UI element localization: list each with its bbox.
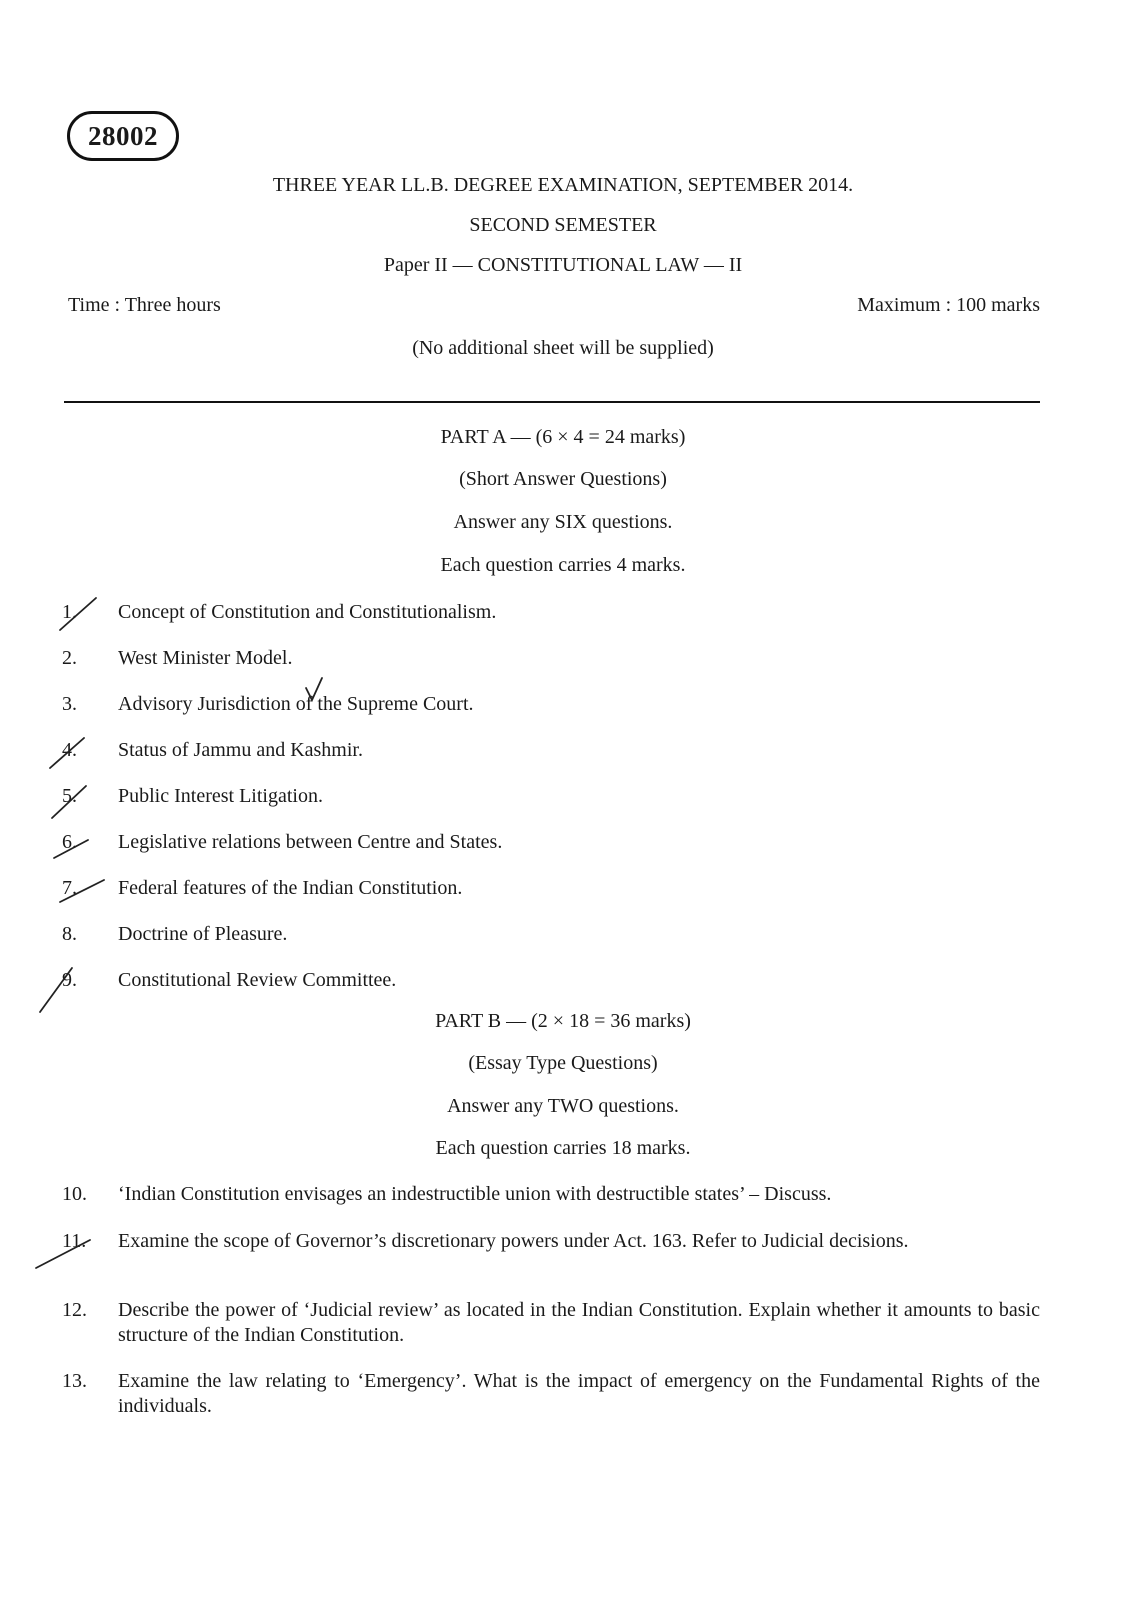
question-text: Concept of Constitution and Constitutionalism. — [118, 601, 497, 623]
part-b-instruction: Answer any TWO questions. — [447, 1095, 679, 1117]
question-text: Federal features of the Indian Constitution. — [118, 877, 463, 899]
divider-line — [64, 401, 1040, 403]
question-item — [62, 922, 1040, 947]
part-b-subtitle: (Essay Type Questions) — [468, 1052, 658, 1074]
part-b-marks-note: Each question carries 18 marks. — [435, 1137, 691, 1159]
maximum-marks: Maximum : 100 marks — [857, 294, 1040, 316]
question-item — [62, 784, 1040, 809]
question-item — [62, 646, 1040, 671]
question-text: Doctrine of Pleasure. — [118, 923, 288, 945]
question-item — [62, 692, 1040, 717]
question-text: West Minister Model. — [118, 647, 293, 669]
paper-code-badge: 28002 — [67, 111, 179, 161]
question-number: 1. — [62, 601, 77, 623]
question-item — [62, 1229, 1040, 1254]
question-item — [62, 600, 1040, 625]
question-item — [62, 1369, 1040, 1419]
question-number: 4. — [62, 739, 77, 761]
question-text: Constitutional Review Committee. — [118, 969, 397, 991]
exam-note: (No additional sheet will be supplied) — [412, 337, 714, 359]
question-item — [62, 968, 1040, 993]
time-allowed: Time : Three hours — [68, 294, 221, 316]
question-item — [62, 876, 1040, 901]
question-number: 12. — [62, 1299, 87, 1321]
question-number: 6. — [62, 831, 77, 853]
question-number: 7. — [62, 877, 77, 899]
question-text: Examine the scope of Governor’s discretionary powers under Act. 163. Refer to Judicial decisions. — [118, 1230, 909, 1252]
question-number: 13. — [62, 1370, 87, 1392]
question-number: 9. — [62, 969, 77, 991]
part-a-instruction: Answer any SIX questions. — [453, 511, 673, 533]
question-number: 11. — [62, 1230, 87, 1252]
part-a-subtitle: (Short Answer Questions) — [459, 468, 667, 490]
question-number: 5. — [62, 785, 77, 807]
question-text: Public Interest Litigation. — [118, 785, 323, 807]
part-b-title: PART B — (2 × 18 = 36 marks) — [435, 1010, 691, 1032]
question-item — [62, 1298, 1040, 1348]
question-item — [62, 738, 1040, 763]
question-number: 8. — [62, 923, 77, 945]
question-number: 2. — [62, 647, 77, 669]
question-text: ‘Indian Constitution envisages an indestructible union with destructible states’ – Discuss. — [118, 1183, 832, 1205]
part-a-marks-note: Each question carries 4 marks. — [440, 554, 686, 576]
question-item — [62, 830, 1040, 855]
question-number: 10. — [62, 1183, 87, 1205]
paper-heading: Paper II — CONSTITUTIONAL LAW — II — [383, 254, 743, 276]
semester-heading: SECOND SEMESTER — [469, 214, 657, 236]
exam-title: THREE YEAR LL.B. DEGREE EXAMINATION, SEPTEMBER 2014. — [272, 174, 854, 196]
question-text: Status of Jammu and Kashmir. — [118, 739, 363, 761]
question-item — [62, 1182, 1040, 1207]
question-number: 3. — [62, 693, 77, 715]
question-text: Examine the law relating to ‘Emergency’. What is the impact of emergency on the Fundamental Rights of the individuals. — [118, 1370, 1040, 1417]
question-text: Describe the power of ‘Judicial review’ as located in the Indian Constitution. Explain whether it amounts to basic structure of the Indian Constitution. — [118, 1299, 1040, 1346]
question-text: Legislative relations between Centre and States. — [118, 831, 503, 853]
part-a-title: PART A — (6 × 4 = 24 marks) — [440, 426, 686, 448]
question-text: Advisory Jurisdiction of the Supreme Court. — [118, 693, 474, 715]
